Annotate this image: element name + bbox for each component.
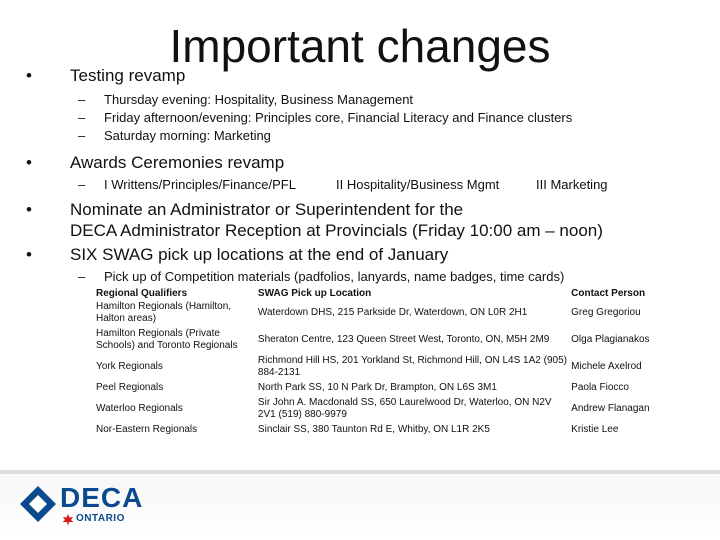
header-swag-location: SWAG Pick up Location bbox=[257, 288, 372, 299]
maple-leaf-icon bbox=[62, 514, 74, 526]
cell-regional: Hamilton Regionals (Private Schools) and Toronto Regionals bbox=[96, 328, 238, 351]
cell-regional: Peel Regionals bbox=[96, 382, 164, 393]
bullet-marker: • bbox=[26, 245, 32, 264]
header-regional-qualifiers: Regional Qualifiers bbox=[96, 288, 188, 299]
cell-location: Richmond Hill HS, 201 Yorkland St, Richmond Hill, ON L4S 1A2 (905) 884-2131 bbox=[257, 355, 567, 378]
bullet-nominate-line-1: Nominate an Administrator or Superintendent for the bbox=[70, 200, 464, 219]
cell-regional: Hamilton Regionals (Hamilton, Halton areas) bbox=[96, 301, 232, 324]
bullet-marker: • bbox=[26, 200, 32, 219]
dash-marker: – bbox=[78, 92, 86, 107]
sub-thursday: Thursday evening: Hospitality, Business Management bbox=[104, 92, 414, 107]
bullet-marker: • bbox=[26, 153, 32, 172]
sub-pickup-materials: Pick up of Competition materials (padfolios, lanyards, name badges, time cards) bbox=[104, 269, 565, 284]
cell-location: Sir John A. Macdonald SS, 650 Laurelwood Dr, Waterloo, ON N2V 2V1 (519) 880-9979 bbox=[257, 397, 552, 420]
cell-regional: Nor-Eastern Regionals bbox=[96, 424, 198, 435]
cell-contact: Andrew Flanagan bbox=[571, 403, 650, 414]
table-row bbox=[94, 300, 690, 327]
awards-line bbox=[104, 177, 608, 193]
cell-contact: Paola Fiocco bbox=[571, 382, 629, 393]
bullet-awards-revamp: Awards Ceremonies revamp bbox=[70, 153, 285, 172]
sub-friday: Friday afternoon/evening: Principles core, Financial Literacy and Finance clusters bbox=[104, 110, 573, 125]
cell-location: North Park SS, 10 N Park Dr, Brampton, ON L6S 3M1 bbox=[257, 382, 497, 393]
cell-location: Sheraton Centre, 123 Queen Street West, Toronto, ON, M5H 2M9 bbox=[257, 334, 550, 345]
cell-contact: Olga Plagianakos bbox=[571, 334, 650, 345]
cell-location: Waterdown DHS, 215 Parkside Dr, Waterdown, ON L0R 2H1 bbox=[257, 307, 528, 318]
bullet-swag-locations: SIX SWAG pick up locations at the end of January bbox=[70, 245, 449, 264]
dash-marker: – bbox=[78, 177, 86, 192]
table-row bbox=[94, 381, 690, 396]
award-ceremony-2: II Hospitality/Business Mgmt bbox=[336, 177, 500, 192]
table-header-row bbox=[94, 288, 690, 300]
logo-subtitle: ONTARIO bbox=[76, 513, 125, 524]
deca-diamond-icon bbox=[18, 484, 58, 524]
table-row bbox=[94, 423, 690, 438]
logo-wordmark: DECA bbox=[60, 482, 144, 513]
deca-ontario-logo bbox=[18, 482, 158, 528]
table-row bbox=[94, 354, 690, 381]
slide-title: Important changes bbox=[169, 20, 551, 72]
dash-marker: – bbox=[78, 269, 86, 284]
swag-table bbox=[94, 288, 690, 438]
award-ceremony-1: I Writtens/Principles/Finance/PFL bbox=[104, 177, 296, 192]
cell-regional: Waterloo Regionals bbox=[96, 403, 183, 414]
dash-marker: – bbox=[78, 110, 86, 125]
cell-regional: York Regionals bbox=[96, 361, 163, 372]
header-contact-person: Contact Person bbox=[571, 288, 646, 299]
bullet-marker: • bbox=[26, 66, 32, 85]
bullet-testing-revamp: Testing revamp bbox=[70, 66, 186, 85]
cell-contact: Greg Gregoriou bbox=[571, 307, 641, 318]
dash-marker: – bbox=[78, 128, 86, 143]
award-ceremony-3: III Marketing bbox=[536, 177, 608, 192]
cell-location: Sinclair SS, 380 Taunton Rd E, Whitby, ON L1R 2K5 bbox=[257, 424, 490, 435]
bullet-nominate-line-2: DECA Administrator Reception at Provincials (Friday 10:00 am – noon) bbox=[70, 221, 603, 240]
table-row bbox=[94, 327, 690, 354]
table-row bbox=[94, 396, 690, 423]
sub-saturday: Saturday morning: Marketing bbox=[104, 128, 271, 143]
cell-contact: Kristie Lee bbox=[571, 424, 619, 435]
cell-contact: Michele Axelrod bbox=[571, 361, 642, 372]
